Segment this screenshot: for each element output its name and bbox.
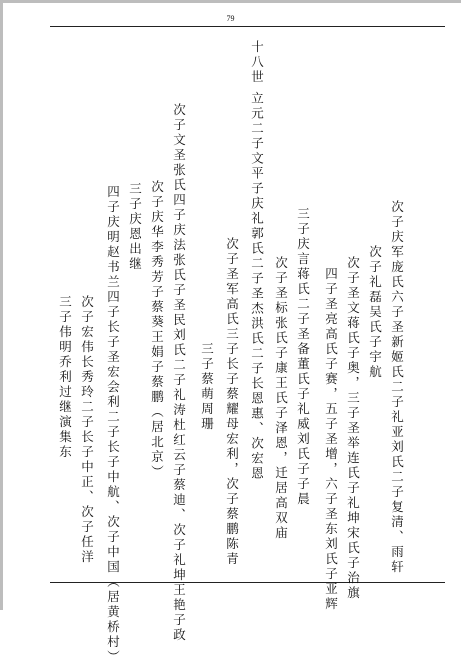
text-column-1: 十八世 立元二子文平子庆礼郭氏二子圣杰洪氏二子长恩惠、次宏恩 [249, 40, 265, 482]
top-rule [50, 26, 445, 27]
text-column-14: 次子宏伟长秀玲二子长子中正、次子任洋 [79, 295, 95, 565]
text-column-11: 次子庆华李秀芳子蔡葵王娟子蔡鹏（居北京） [149, 180, 165, 480]
text-column-10: 次子文圣张氏四子庆法张氏子圣民刘氏二子礼涛杜红云子蔡迪、次子礼坤王艳子政 [171, 103, 187, 643]
text-column-13: 四子庆明赵书兰四子长子圣宏会利二子长子中航、次子中国（居黄桥村） [105, 185, 121, 665]
text-column-7: 次子圣标张氏子康王氏子泽恩，迁居高双庙 [273, 256, 289, 541]
text-column-8: 次子圣军高氏三子长子蔡耀母宏利，次子蔡鹏陈青 [224, 237, 240, 567]
text-column-2: 次子庆军庞氏六子圣新姬氏二子礼亚刘氏二子复清、雨轩 [389, 200, 405, 575]
text-column-5: 四子圣亮高氏子赛，五子圣增，六子圣东刘氏子亚辉 [323, 267, 339, 612]
text-column-9: 三子蔡萌周珊 [199, 342, 215, 432]
text-column-15: 三子伟明乔利过继演集东 [57, 295, 73, 460]
text-column-4: 次子圣文蒋氏子奥，三子圣举连氏子礼坤宋氏子治旗 [345, 256, 361, 601]
text-column-12: 三子庆恩出继 [127, 182, 143, 272]
page-number: 79 [226, 14, 235, 23]
text-column-3: 次子礼磊吴氏子宇航 [367, 245, 383, 380]
text-column-6: 三子庆言蒋氏二子圣备董氏子礼威刘氏子子晨 [295, 207, 311, 507]
